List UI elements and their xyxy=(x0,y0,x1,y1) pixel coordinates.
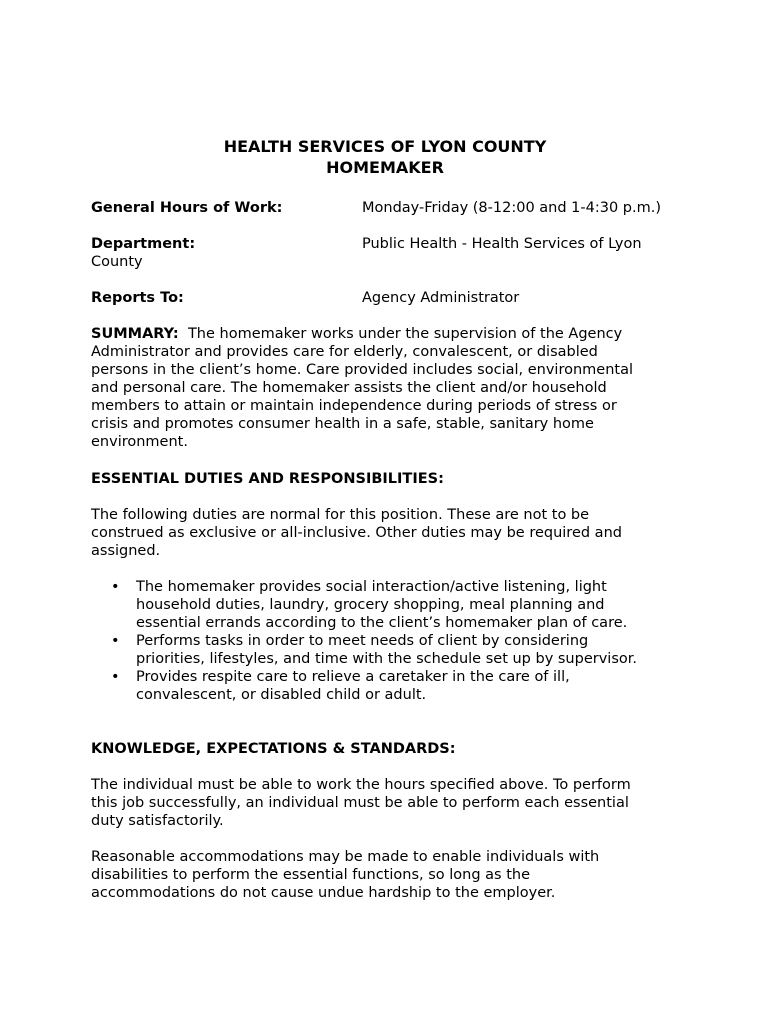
knowledge-line: this job successfully, an individual must be able to perform each essential xyxy=(91,795,629,811)
duties-intro-paragraph xyxy=(91,506,691,560)
duties-bullet-list xyxy=(91,578,711,704)
knowledge-line: duty satisfactorily. xyxy=(91,813,224,829)
department-label: Department: xyxy=(91,236,196,252)
summary-line: Administrator and provides care for elderly, convalescent, or disabled xyxy=(91,344,598,360)
bullet-icon: • xyxy=(111,633,120,649)
knowledge-paragraph-2 xyxy=(91,848,691,902)
hours-value: Monday-Friday (8-12:00 and 1-4:30 p.m.) xyxy=(362,200,662,216)
summary-line: members to attain or maintain independence during periods of stress or xyxy=(91,398,617,414)
summary-line: persons in the client’s home. Care provided includes social, environmental xyxy=(91,362,633,378)
summary-label: SUMMARY: xyxy=(91,326,179,342)
summary-line: environment. xyxy=(91,434,188,450)
document-subtitle: HOMEMAKER xyxy=(326,158,444,177)
duties-intro-line: assigned. xyxy=(91,543,161,559)
summary-line: SUMMARY: The homemaker works under the supervision of the Agency xyxy=(91,326,623,342)
duties-intro-line: construed as exclusive or all-inclusive. Other duties may be required and xyxy=(91,525,622,541)
department-value-continued: County xyxy=(91,254,143,270)
hours-label: General Hours of Work: xyxy=(91,200,283,216)
bullet-icon: • xyxy=(111,669,120,685)
knowledge-paragraph-1 xyxy=(91,776,691,830)
duties-intro-line: The following duties are normal for this position. These are not to be xyxy=(91,507,590,523)
department-value: Public Health - Health Services of Lyon xyxy=(362,236,642,252)
knowledge-line: disabilities to perform the essential functions, so long as the xyxy=(91,867,531,883)
summary-line: and personal care. The homemaker assists the client and/or household xyxy=(91,380,607,396)
reports-to-label: Reports To: xyxy=(91,290,184,306)
knowledge-heading: KNOWLEDGE, EXPECTATIONS & STANDARDS: xyxy=(91,741,456,757)
list-item: • Performs tasks in order to meet needs of client by considering priorities, lifestyles, and time with the schedule set up by supervisor. xyxy=(111,633,637,667)
document-title: HEALTH SERVICES OF LYON COUNTY xyxy=(223,137,547,156)
list-item: • The homemaker provides social interaction/active listening, light household duties, laundry, grocery shopping, meal planning and essential errands according to the client’s homemaker plan of care. xyxy=(111,579,628,631)
summary-line: crisis and promotes consumer health in a safe, stable, sanitary home xyxy=(91,416,594,432)
summary-paragraph xyxy=(91,325,691,451)
knowledge-line: The individual must be able to work the hours specified above. To perform xyxy=(91,777,631,793)
reports-to-value: Agency Administrator xyxy=(362,290,520,306)
knowledge-line: accommodations do not cause undue hardship to the employer. xyxy=(91,885,556,901)
duties-heading: ESSENTIAL DUTIES AND RESPONSIBILITIES: xyxy=(91,471,444,487)
list-item: • Provides respite care to relieve a caretaker in the care of ill, convalescent, or disabled child or adult. xyxy=(111,669,570,703)
bullet-icon: • xyxy=(111,579,120,595)
knowledge-line: Reasonable accommodations may be made to enable individuals with xyxy=(91,849,600,865)
